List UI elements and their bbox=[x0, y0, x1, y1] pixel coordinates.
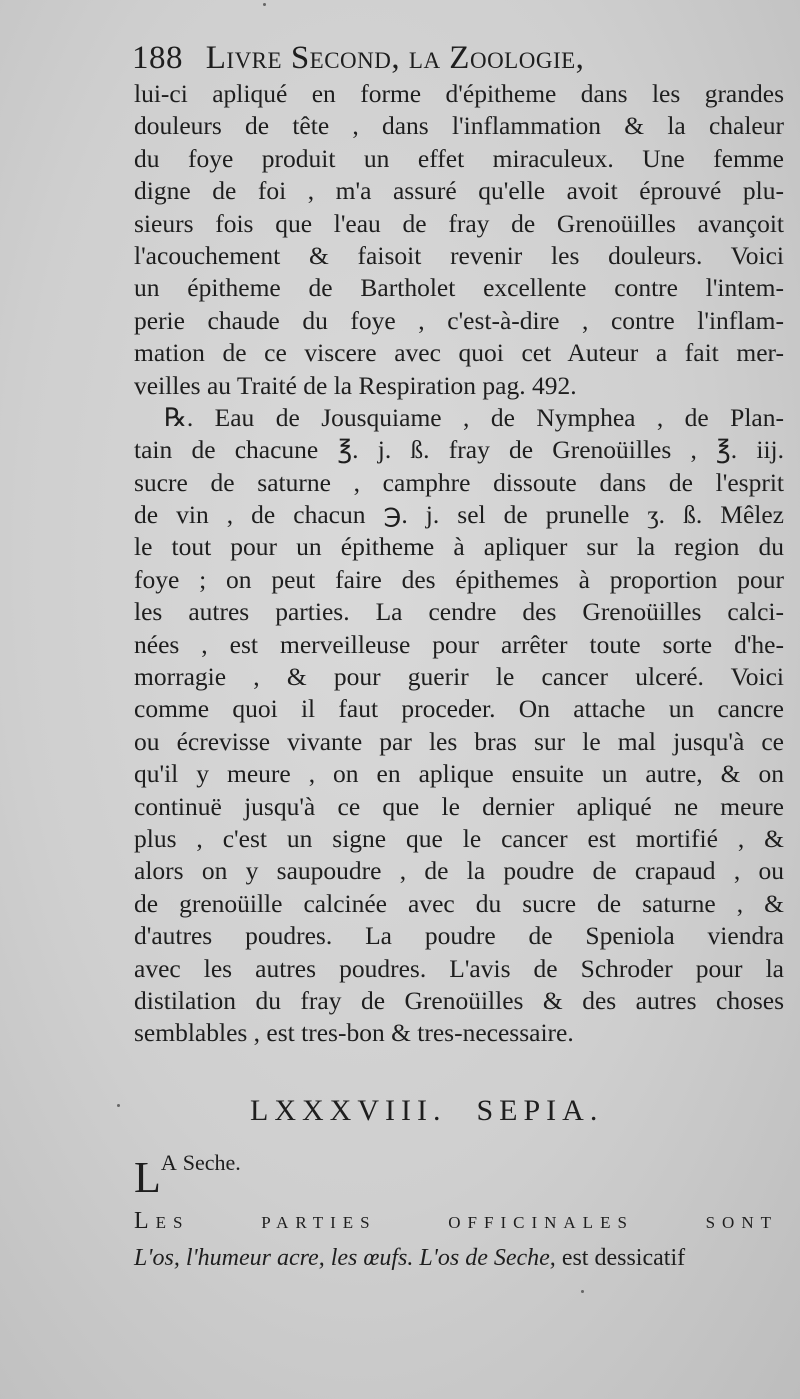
text-line: comme quoi il faut proceder. On attache un cancre bbox=[134, 694, 784, 724]
paper-speck bbox=[263, 3, 266, 6]
text-line: avec les autres poudres. L'avis de Schroder pour la bbox=[134, 953, 784, 983]
text-line: ou écrevisse vivante par les bras sur le mal jusqu'à ce bbox=[134, 726, 784, 756]
text-line: le tout pour un épitheme à apliquer sur la region du bbox=[134, 532, 784, 562]
section-heading bbox=[250, 1094, 670, 1128]
text-line: tain de chacune ℥. j. ß. fray de Grenoüilles , ℥. iij. bbox=[134, 435, 784, 465]
text-line: les autres parties. La cendre des Grenoüilles calci- bbox=[134, 597, 784, 627]
text-line: continuë jusqu'à ce que le dernier apliqué ne meure bbox=[134, 791, 784, 821]
paper-speck bbox=[117, 1104, 120, 1107]
section-subtitle bbox=[134, 1150, 241, 1200]
running-header bbox=[132, 40, 772, 77]
final-line-roman: est dessicatif bbox=[561, 1245, 686, 1271]
text-line: ℞. Eau de Jousquiame , de Nymphea , de Plan- bbox=[164, 402, 784, 432]
text-line: perie chaude du foye , c'est-à-dire , contre l'inflam- bbox=[134, 305, 784, 335]
section-number: LXXXVIII. bbox=[250, 1094, 447, 1127]
text-line: nées , est merveilleuse pour arrêter toute sorte d'he- bbox=[134, 629, 784, 659]
text-line: douleurs de tête , dans l'inflammation & la chaleur bbox=[134, 111, 784, 141]
text-line: veilles au Traité de la Respiration pag. 492. bbox=[134, 370, 577, 400]
text-line: sieurs fois que l'eau de fray de Grenoüilles avançoit bbox=[134, 208, 784, 238]
final-line-italic: L'os, l'humeur acre, les œufs. L'os de Seche, bbox=[134, 1245, 556, 1271]
text-line: d'autres poudres. La poudre de Speniola viendra bbox=[134, 921, 784, 951]
text-line: de grenoüille calcinée avec du sucre de saturne , & bbox=[134, 888, 784, 918]
text-line: foye ; on peut faire des épithemes à proportion pour bbox=[134, 564, 784, 594]
final-line bbox=[134, 1245, 784, 1272]
text-line: de vin , de chacun ℈. j. sel de prunelle ʒ. ß. Mêlez bbox=[134, 500, 784, 530]
paper-speck bbox=[581, 1290, 584, 1293]
page-number: 188 bbox=[132, 40, 183, 76]
text-line: sucre de saturne , camphre dissoute dans de l'esprit bbox=[134, 467, 784, 497]
text-line: distilation du fray de Grenoüilles & des autres choses bbox=[134, 985, 784, 1015]
text-line: digne de foi , m'a assuré qu'elle avoit éprouvé plu- bbox=[134, 176, 784, 206]
subtitle-small-cap: A bbox=[160, 1150, 177, 1175]
section-title: SEPIA. bbox=[476, 1094, 604, 1127]
running-title: Livre Second, la Zoologie, bbox=[205, 40, 585, 76]
text-line: alors on y saupoudre , de la poudre de crapaud , ou bbox=[134, 856, 784, 886]
text-line: l'acouchement & faisoit revenir les douleurs. Voici bbox=[134, 240, 784, 270]
text-line: du foye produit un effet miraculeux. Une femme bbox=[134, 143, 784, 173]
text-line: morragie , & pour guerir le cancer ulceré. Voici bbox=[134, 662, 784, 692]
text-line: qu'il y meure , on en aplique ensuite un autre, & on bbox=[134, 759, 784, 789]
text-line: semblables , est tres-bon & tres-necessaire. bbox=[134, 1018, 574, 1048]
officinal-heading: Les parties officinales sont bbox=[134, 1208, 778, 1234]
subtitle-rest: Seche. bbox=[182, 1150, 241, 1175]
text-line: lui-ci apliqué en forme d'épitheme dans les grandes bbox=[134, 79, 784, 108]
text-line: mation de ce viscere avec quoi cet Auteur a fait mer- bbox=[134, 338, 784, 368]
drop-letter: L bbox=[134, 1153, 161, 1202]
body-text bbox=[134, 78, 784, 1050]
text-line: plus , c'est un signe que le cancer est mortifié , & bbox=[134, 823, 784, 853]
text-line: un épitheme de Bartholet excellente contre l'intem- bbox=[134, 273, 784, 303]
